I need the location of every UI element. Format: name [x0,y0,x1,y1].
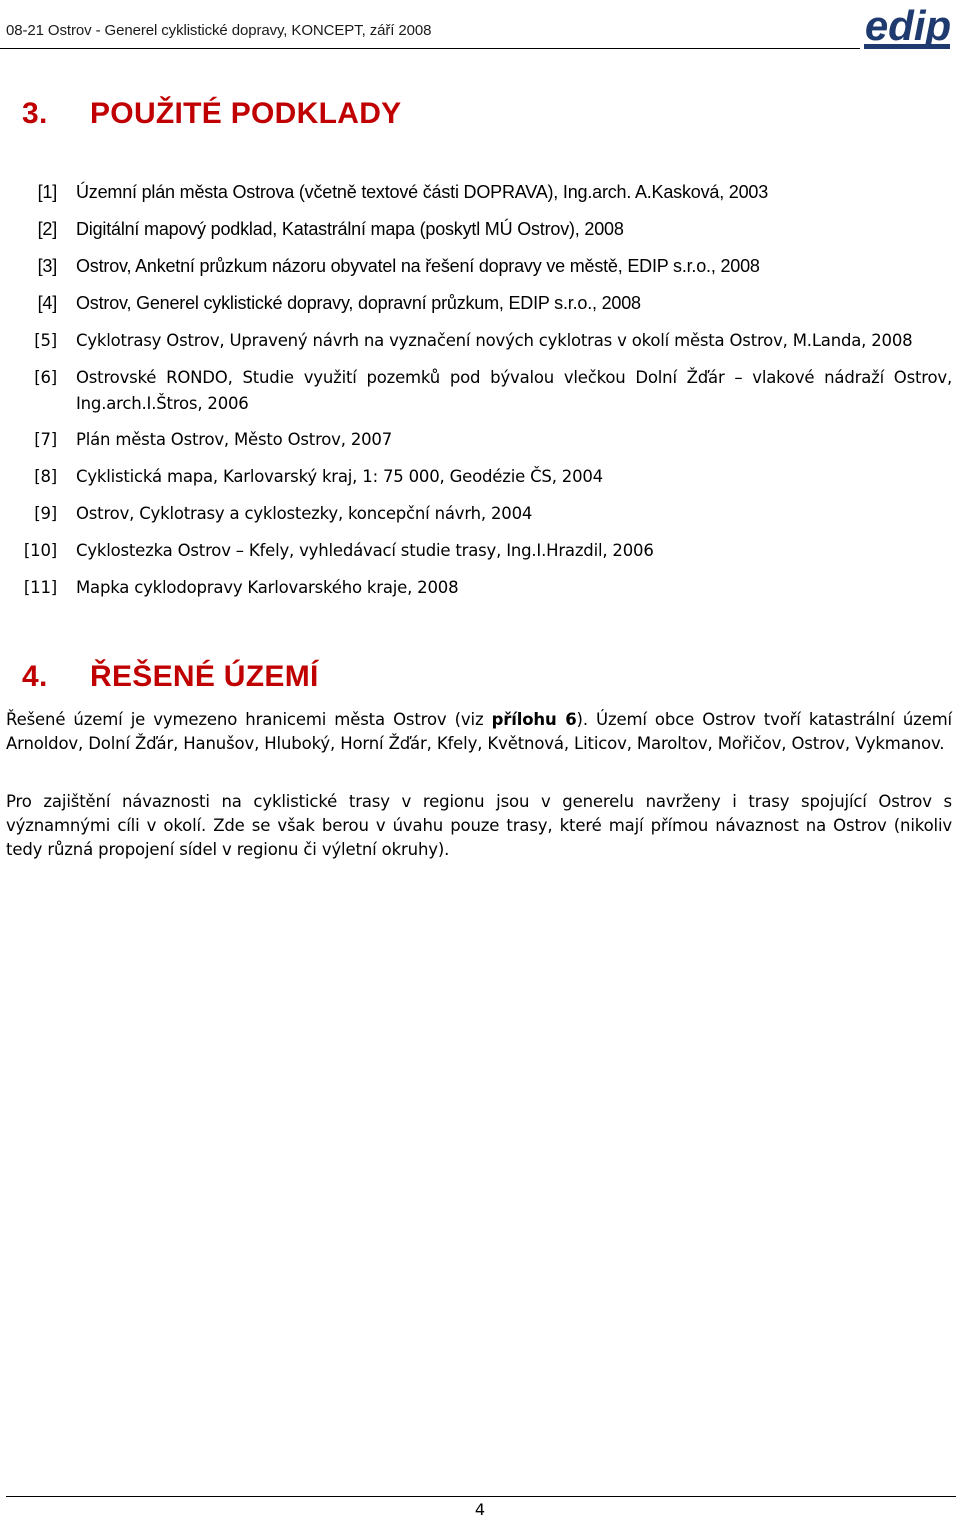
section-4-title: ŘEŠENÉ ÚZEMÍ [90,660,319,693]
page-number: 4 [474,1500,486,1519]
reference-number: [10] [23,541,57,560]
reference-number: [11] [23,578,57,597]
reference-number: [2] [37,219,57,239]
reference-text: Cyklistická mapa, Karlovarský kraj, 1: 75 000, Geodézie ČS, 2004 [76,467,603,486]
reference-number: [4] [37,293,57,313]
reference-text: Cyklotrasy Ostrov, Upravený návrh na vyznačení nových cyklotras v okolí města Ostrov, M.Landa, 2008 [76,331,913,350]
reference-number: [6] [34,368,57,387]
paragraph-connections: Pro zajištění návaznosti na cyklistické trasy v regionu jsou v generelu navrženy i trasy spojující Ostrov s významnými cíli v okolí. Zde se však berou v úvahu pouze trasy, které mají přímou návaznost na Ostrov (nikoliv tedy různá propojení sídel v regionu či výletní okruhy). [6,792,952,859]
reference-number: [3] [37,256,57,276]
reference-text: Mapka cyklodopravy Karlovarského kraje, 2008 [76,578,459,597]
logo-text: edip [864,2,952,49]
reference-text-line1: Ostrovské RONDO, Studie využití pozemků pod bývalou vlečkou Dolní Žďár – vlakové nádraží Ostrov, [76,368,952,387]
section-4-heading [22,660,319,694]
reference-text: Plán města Ostrov, Město Ostrov, 2007 [76,430,393,449]
page-header [0,0,960,62]
section-3-number: 3. [22,97,48,130]
reference-number: [9] [34,504,57,523]
reference-text: Cyklostezka Ostrov – Kfely, vyhledávací studie trasy, Ing.I.Hrazdil, 2006 [76,541,654,560]
reference-text-line2: Ing.arch.I.Štros, 2006 [76,394,249,413]
section-4-number: 4. [22,660,48,693]
appendix-reference: přílohu 6 [491,710,577,729]
reference-number: [5] [34,331,57,350]
section-3-title: POUŽITÉ PODKLADY [90,97,402,130]
reference-text: Digitální mapový podklad, Katastrální mapa (poskytl MÚ Ostrov), 2008 [76,219,624,239]
footer-rule [6,1496,956,1497]
header-title: 08-21 Ostrov - Generel cyklistické dopravy, KONCEPT, září 2008 [6,22,432,39]
header-rule [0,48,860,49]
paragraph-text: ). Území obce Ostrov tvoří katastrální území Arnoldov, Dolní Žďár, Hanušov, Hluboký, Horní Žďár, Kfely, Květnová, Liticov, Maroltov, Mořičov, Ostrov, Vykmanov. [6,710,952,753]
reference-number: [8] [34,467,57,486]
paragraph-territory [6,708,952,756]
section-3-heading [22,97,401,131]
edip-logo [862,2,954,56]
reference-text: Ostrov, Generel cyklistické dopravy, dopravní průzkum, EDIP s.r.o., 2008 [76,293,641,313]
reference-text: Územní plán města Ostrova (včetně textové části DOPRAVA), Ing.arch. A.Kasková, 2003 [76,182,769,202]
paragraph-text: Řešené území je vymezeno hranicemi města Ostrov (viz [6,710,492,729]
reference-text: Ostrov, Anketní průzkum názoru obyvatel na řešení dopravy ve městě, EDIP s.r.o., 2008 [76,256,760,276]
reference-text: Ostrov, Cyklotrasy a cyklostezky, koncepční návrh, 2004 [76,504,533,523]
reference-number: [1] [37,182,57,202]
reference-number: [7] [34,430,57,449]
